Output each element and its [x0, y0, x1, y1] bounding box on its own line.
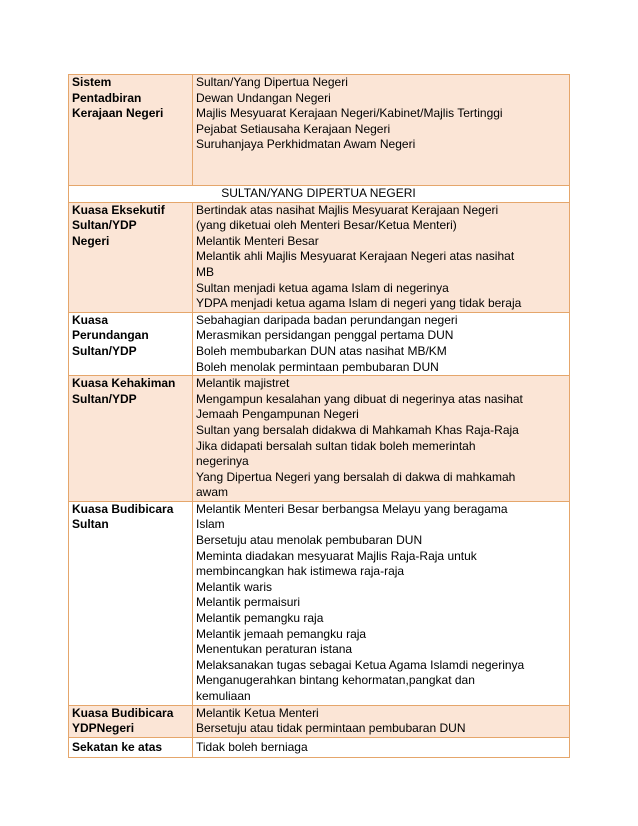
row-label	[69, 737, 193, 757]
row-content	[193, 376, 570, 502]
row-content	[193, 737, 570, 757]
content-line: Jemaah Pengampunan Negeri	[196, 407, 359, 422]
content-line: (yang diketuai oleh Menteri Besar/Ketua Menteri)	[196, 218, 457, 233]
section-heading: SULTAN/YANG DIPERTUA NEGERI	[69, 186, 570, 203]
row-label-line: Sistem	[72, 75, 112, 89]
row-label-line: Sultan	[72, 517, 109, 532]
table-row	[69, 312, 570, 375]
row-label-line: Negeri	[72, 233, 110, 248]
row-label	[69, 376, 193, 502]
content-line: Jika didapati bersalah sultan tidak boleh memerintah	[196, 438, 476, 453]
content-line: membincangkan hak istimewa raja-raja	[196, 564, 405, 579]
content-line: Melantik Menteri Besar	[196, 233, 319, 248]
state-administration-table	[68, 74, 570, 758]
table-heading-row	[69, 186, 570, 203]
content-line: Bertindak atas nasihat Majlis Mesyuarat Kerajaan Negeri	[196, 202, 499, 217]
content-line: Melantik permaisuri	[196, 595, 301, 610]
content-line: kemuliaan	[196, 689, 251, 703]
content-line: Yang Dipertua Negeri yang bersalah di dakwa di mahkamah	[196, 469, 516, 484]
content-line: Melantik majistret	[196, 376, 290, 391]
content-line: Melantik Ketua Menteri	[196, 705, 319, 720]
content-line: Sultan menjadi ketua agama Islam di negerinya	[196, 280, 449, 295]
content-line: Menganugerahkan bintang kehormatan,pangkat dan	[196, 673, 475, 688]
row-label	[69, 75, 193, 186]
table-row	[69, 75, 570, 186]
content-line: Bersetuju atau menolak pembubaran DUN	[196, 533, 423, 548]
table-row	[69, 202, 570, 312]
row-label-line: Kuasa Budibicara	[72, 501, 174, 516]
content-line: Sultan yang bersalah didakwa di Mahkamah Khas Raja-Raja	[196, 422, 519, 437]
row-label-line: Kerajaan Negeri	[72, 106, 164, 121]
content-line: MB	[196, 264, 214, 279]
content-line: Tidak boleh berniaga	[196, 739, 308, 754]
content-line: Menentukan peraturan istana	[196, 642, 353, 657]
content-line: negerinya	[196, 454, 249, 469]
content-line: Dewan Undangan Negeri	[196, 90, 331, 105]
content-line: Sultan/Yang Dipertua Negeri	[196, 75, 348, 89]
content-line: Bersetuju atau tidak permintaan pembubaran DUN	[196, 721, 466, 736]
row-label	[69, 312, 193, 375]
content-line: Majlis Mesyuarat Kerajaan Negeri/Kabinet/Majlis Tertinggi	[196, 106, 503, 121]
content-line: Melantik Menteri Besar berbangsa Melayu yang beragama	[196, 501, 508, 516]
content-line: Melaksanakan tugas sebagai Ketua Agama Islamdi negerinya	[196, 657, 525, 672]
content-line: Sebahagian daripada badan perundangan negeri	[196, 312, 458, 327]
content-line: Meminta diadakan mesyuarat Majlis Raja-Raja untuk	[196, 548, 477, 563]
content-line: YDPA menjadi ketua agama Islam di negeri yang tidak beraja	[196, 296, 522, 311]
content-line: Merasmikan persidangan penggal pertama DUN	[196, 328, 454, 343]
row-label-line: Perundangan	[72, 328, 149, 343]
content-line: awam	[196, 485, 229, 500]
row-label-line: Sekatan ke atas	[72, 739, 163, 754]
row-content	[193, 75, 570, 186]
row-content	[193, 501, 570, 705]
row-label-line: Sultan/YDP	[72, 391, 137, 406]
row-label-line: Kuasa Eksekutif	[72, 202, 165, 217]
row-label-line: Pentadbiran	[72, 90, 142, 105]
row-label-line: YDPNegeri	[72, 721, 135, 736]
row-content	[193, 705, 570, 737]
table-row	[69, 705, 570, 737]
content-line: Boleh membubarkan DUN atas nasihat MB/KM	[196, 343, 447, 358]
content-line: Suruhanjaya Perkhidmatan Awam Negeri	[196, 137, 416, 152]
table-row	[69, 376, 570, 502]
content-line: Islam	[196, 517, 225, 532]
content-line: Melantik pemangku raja	[196, 611, 324, 626]
row-content	[193, 202, 570, 312]
content-line: Melantik waris	[196, 579, 273, 594]
row-label-line: Kuasa Kehakiman	[72, 376, 176, 391]
content-line: Melantik jemaah pemangku raja	[196, 626, 367, 641]
table-row	[69, 501, 570, 705]
row-label-line: Kuasa	[72, 312, 109, 327]
row-label	[69, 202, 193, 312]
document-page	[68, 74, 569, 758]
row-label-line: Kuasa Budibicara	[72, 705, 174, 720]
content-line: Mengampun kesalahan yang dibuat di negerinya atas nasihat	[196, 391, 523, 406]
row-label	[69, 705, 193, 737]
row-label-line: Sultan/YDP	[72, 218, 137, 233]
content-line: Boleh menolak permintaan pembubaran DUN	[196, 359, 439, 374]
row-label-line: Sultan/YDP	[72, 343, 137, 358]
content-line: Melantik ahli Majlis Mesyuarat Kerajaan Negeri atas nasihat	[196, 249, 515, 264]
row-content	[193, 312, 570, 375]
content-line: Pejabat Setiausaha Kerajaan Negeri	[196, 121, 391, 136]
row-label	[69, 501, 193, 705]
table-row	[69, 737, 570, 757]
table-body	[69, 75, 570, 758]
